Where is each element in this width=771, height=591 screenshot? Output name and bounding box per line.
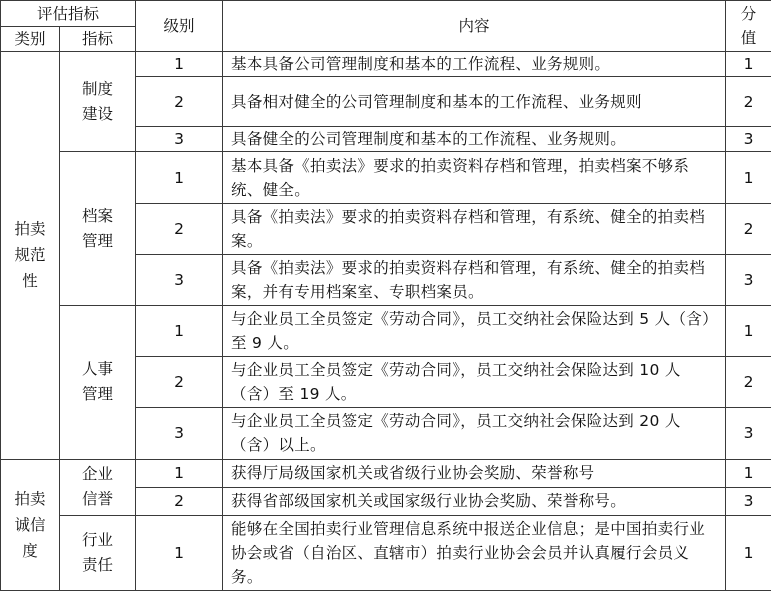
level-cell: 1 bbox=[136, 459, 223, 487]
header-score: 分值 bbox=[726, 1, 771, 52]
score-cell: 3 bbox=[726, 487, 771, 515]
content-cell: 与企业员工全员签定《劳动合同》，员工交纳社会保险达到 5 人（含）至 9 人。 bbox=[223, 305, 726, 356]
content-cell: 具备《拍卖法》要求的拍卖资料存档和管理，有系统、健全的拍卖档案，并有专用档案室、专职档案员。 bbox=[223, 254, 726, 305]
content-cell: 与企业员工全员签定《劳动合同》，员工交纳社会保险达到 10 人（含）至 19 人。 bbox=[223, 357, 726, 408]
header-category: 类别 bbox=[1, 27, 60, 52]
score-cell: 2 bbox=[726, 77, 771, 127]
level-cell: 1 bbox=[136, 515, 223, 590]
score-cell: 1 bbox=[726, 152, 771, 203]
level-cell: 1 bbox=[136, 305, 223, 356]
level-cell: 1 bbox=[136, 52, 223, 77]
indicator-cell: 行业责任 bbox=[60, 515, 136, 590]
content-cell: 获得省部级国家机关或国家级行业协会奖励、荣誉称号。 bbox=[223, 487, 726, 515]
header-indicator: 指标 bbox=[60, 27, 136, 52]
header-content: 内容 bbox=[223, 1, 726, 52]
score-cell: 3 bbox=[726, 127, 771, 152]
score-cell: 1 bbox=[726, 515, 771, 590]
level-cell: 2 bbox=[136, 487, 223, 515]
level-cell: 3 bbox=[136, 127, 223, 152]
content-cell: 基本具备公司管理制度和基本的工作流程、业务规则。 bbox=[223, 52, 726, 77]
content-cell: 能够在全国拍卖行业管理信息系统中报送企业信息；是中国拍卖行业协会或省（自治区、直辖市）拍卖行业协会会员并认真履行会员义务。 bbox=[223, 515, 726, 590]
level-cell: 3 bbox=[136, 408, 223, 459]
score-cell: 1 bbox=[726, 52, 771, 77]
category-cell: 拍卖诚信度 bbox=[1, 459, 60, 591]
score-cell: 2 bbox=[726, 357, 771, 408]
indicator-cell: 档案管理 bbox=[60, 152, 136, 306]
score-cell: 1 bbox=[726, 305, 771, 356]
score-cell: 1 bbox=[726, 459, 771, 487]
content-cell: 与企业员工全员签定《劳动合同》，员工交纳社会保险达到 20 人（含）以上。 bbox=[223, 408, 726, 459]
level-cell: 2 bbox=[136, 77, 223, 127]
content-cell: 具备相对健全的公司管理制度和基本的工作流程、业务规则 bbox=[223, 77, 726, 127]
score-cell: 3 bbox=[726, 254, 771, 305]
content-cell: 具备健全的公司管理制度和基本的工作流程、业务规则。 bbox=[223, 127, 726, 152]
level-cell: 1 bbox=[136, 152, 223, 203]
indicator-cell: 人事管理 bbox=[60, 305, 136, 459]
indicator-cell: 企业信誉 bbox=[60, 459, 136, 515]
category-cell: 拍卖规范性 bbox=[1, 52, 60, 459]
level-cell: 2 bbox=[136, 357, 223, 408]
content-cell: 获得厅局级国家机关或省级行业协会奖励、荣誉称号 bbox=[223, 459, 726, 487]
content-cell: 基本具备《拍卖法》要求的拍卖资料存档和管理，拍卖档案不够系统、健全。 bbox=[223, 152, 726, 203]
indicator-cell: 制度建设 bbox=[60, 52, 136, 152]
score-cell: 3 bbox=[726, 408, 771, 459]
score-cell: 2 bbox=[726, 203, 771, 254]
level-cell: 2 bbox=[136, 203, 223, 254]
header-eval-indicator: 评估指标 bbox=[1, 1, 136, 27]
header-level: 级别 bbox=[136, 1, 223, 52]
level-cell: 3 bbox=[136, 254, 223, 305]
content-cell: 具备《拍卖法》要求的拍卖资料存档和管理，有系统、健全的拍卖档案。 bbox=[223, 203, 726, 254]
